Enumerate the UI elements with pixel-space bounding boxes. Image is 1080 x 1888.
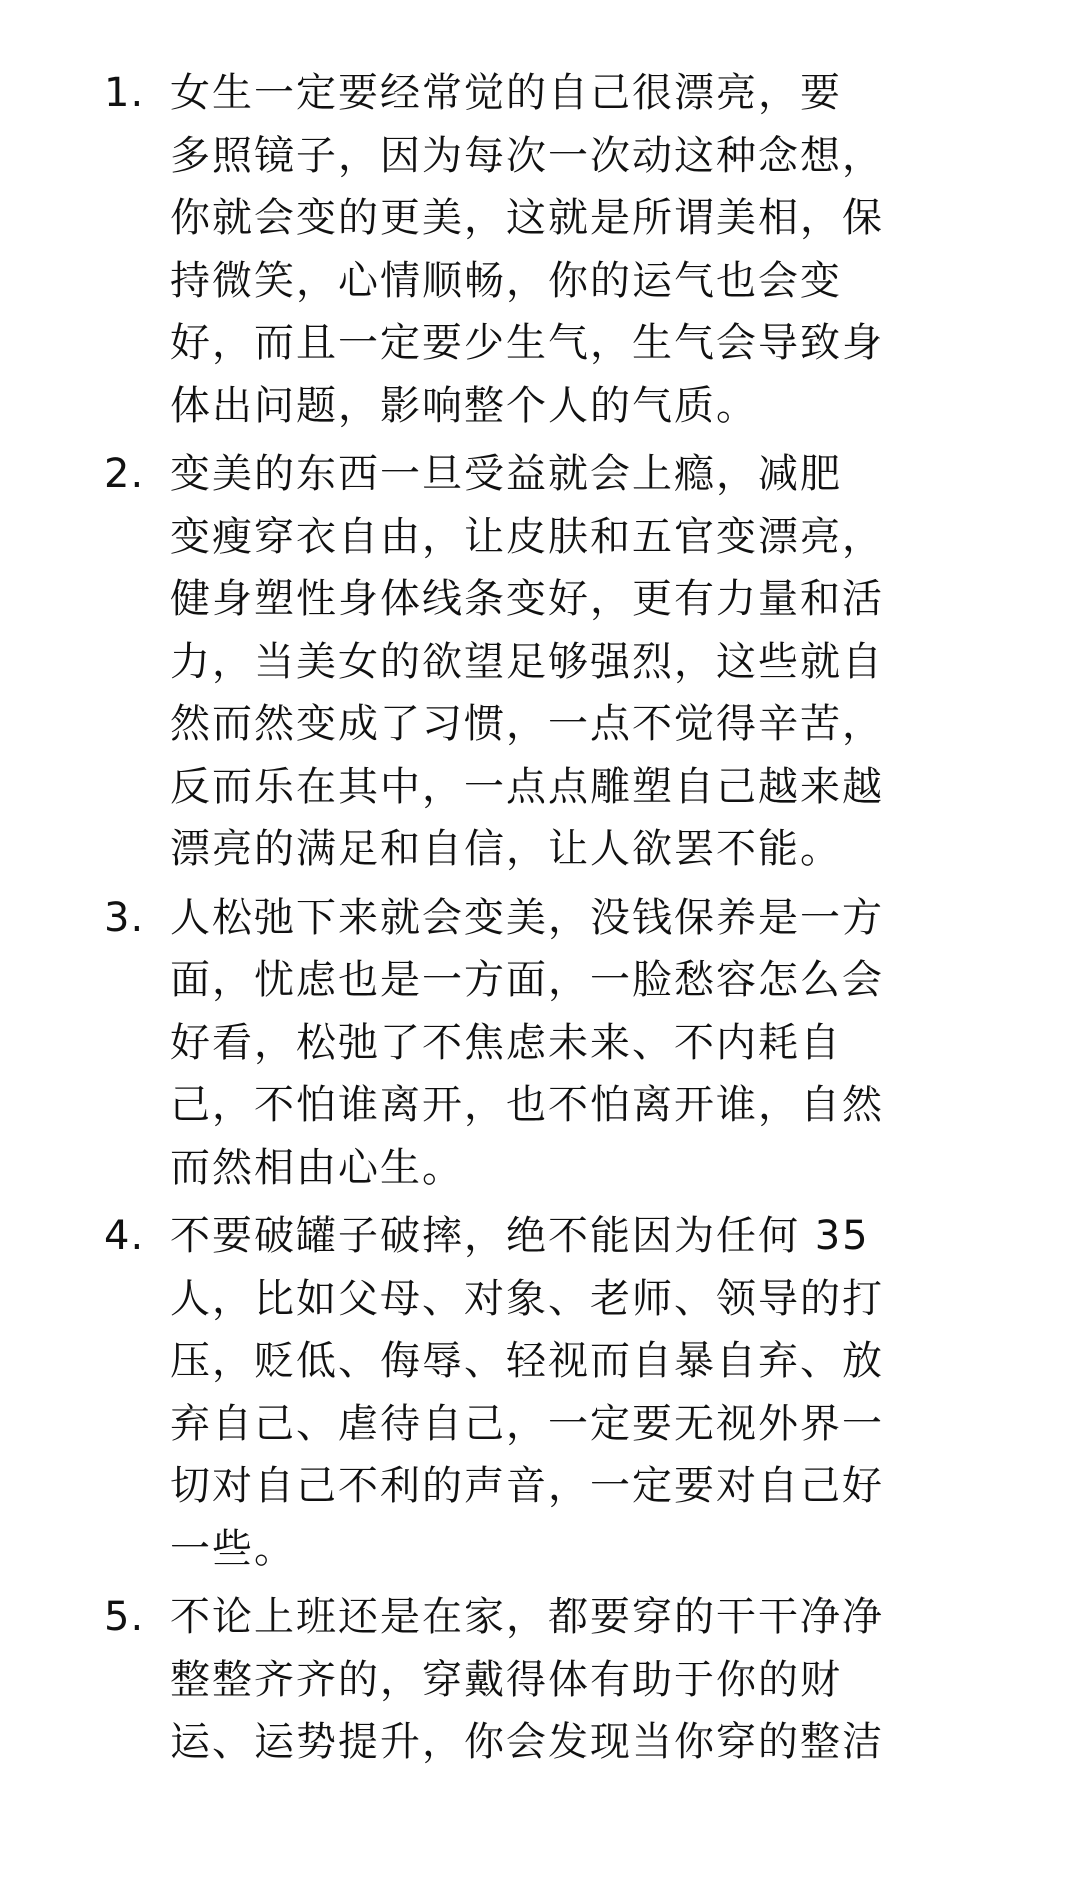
text-line: 整整齐齐的，穿戴得体有助于你的财: [170, 1656, 842, 1703]
list-item-number: 3.: [104, 894, 145, 941]
text-line: 变美的东西一旦受益就会上瘾，减肥: [170, 451, 842, 497]
text-line: 好看，松弛了不焦虑未来、不内耗自: [170, 1019, 842, 1066]
text-line: 健身塑性身体线条变好，更有力量和活: [170, 576, 884, 622]
list-item: [104, 887, 1004, 1200]
list-item-number: 5.: [104, 1594, 145, 1640]
text-line: 然而然变成了习惯，一点不觉得辛苦，: [170, 701, 884, 747]
list-item-number: 1.: [104, 70, 145, 116]
text-line: 你就会变的更美，这就是所谓美相，保: [170, 195, 884, 241]
list-item: [104, 1586, 1004, 1774]
text-line: 一些。: [170, 1525, 296, 1572]
text-line: 多照镜子，因为每次一次动这种念想，: [170, 132, 884, 179]
text-line: 力，当美女的欲望足够强烈，这些就自: [170, 638, 884, 685]
text-line: 压，贬低、侮辱、轻视而自暴自弃、放: [170, 1338, 884, 1384]
bottom-fade-overlay: [0, 1798, 1080, 1888]
text-line: 而然相由心生。: [170, 1144, 464, 1191]
list-item-number: 2.: [104, 451, 145, 497]
numbered-list: [104, 62, 1004, 1780]
text-line: 变瘦穿衣自由，让皮肤和五官变漂亮，: [170, 513, 884, 560]
text-line: 持微笑，心情顺畅，你的运气也会变: [170, 257, 842, 304]
text-line: 不要破罐子破摔，绝不能因为任何 35: [170, 1213, 870, 1259]
text-line: 女生一定要经常觉的自己很漂亮，要: [170, 70, 842, 116]
text-line: 弃自己、虐待自己，一定要无视外界一: [170, 1400, 884, 1447]
text-line: 漂亮的满足和自信，让人欲罢不能。: [170, 826, 842, 872]
text-line: 己，不怕谁离开，也不怕离开谁，自然: [170, 1082, 884, 1128]
text-line: 好，而且一定要少生气，生气会导致身: [170, 320, 884, 366]
list-item: [104, 443, 1004, 881]
text-line: 不论上班还是在家，都要穿的干干净净: [170, 1594, 884, 1640]
text-line: 体出问题，影响整个人的气质。: [170, 382, 758, 429]
text-line: 人松弛下来就会变美，没钱保养是一方: [170, 894, 884, 941]
text-line: 运、运势提升，你会发现当你穿的整洁: [170, 1719, 884, 1765]
text-line: 面，忧虑也是一方面，一脸愁容怎么会: [170, 957, 884, 1003]
text-line: 人，比如父母、对象、老师、领导的打: [170, 1275, 884, 1322]
list-item-number: 4.: [104, 1213, 145, 1259]
text-line: 切对自己不利的声音，一定要对自己好: [170, 1463, 884, 1509]
text-line: 反而乐在其中，一点点雕塑自己越来越: [170, 763, 884, 810]
list-item: [104, 1205, 1004, 1580]
list-item: [104, 62, 1004, 437]
